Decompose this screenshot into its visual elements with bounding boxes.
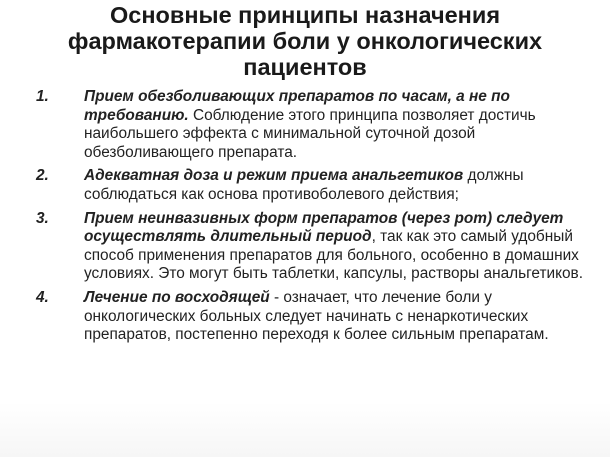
item-number: 1. [36, 88, 49, 105]
slide-title [30, 2, 580, 80]
item-emphasis: Лечение по восходящей [84, 288, 270, 306]
list-item [34, 210, 594, 284]
item-number: 4. [36, 288, 49, 306]
item-text: , так как это самый удобный способ применения препаратов для больного, особенно в домашних условиях. Это могут быть таблетки, капсулы, растворы анальгетиков. [84, 228, 584, 283]
item-emphasis: Прием обезболивающих препаратов по часам, а не по требованию. [84, 88, 510, 124]
title-line-3: пациентов [243, 54, 367, 80]
item-text: - означает, что лечение боли у онкологических больных следует начинать с ненаркотических препаратов, постепенно переходя к более сильным препаратам. [84, 288, 549, 344]
item-number: 2. [36, 167, 49, 185]
list-item [34, 289, 594, 345]
item-text: Соблюдение этого принципа позволяет достичь наибольшего эффекта с минимальной суточной дозой обезболивающего препарата. [84, 106, 536, 161]
title-line-2: фармакотерапии боли у онкологических [67, 28, 543, 54]
title-line-1: Основные принципы назначения [109, 2, 501, 28]
list-item [34, 167, 594, 204]
list-item [34, 88, 594, 162]
item-emphasis: Прием неинвазивных форм препаратов (через рот) следует осуществлять длительный период [84, 209, 564, 246]
item-number: 3. [36, 209, 49, 227]
principles-list [34, 88, 594, 345]
item-emphasis: Адекватная доза и режим приема анальгетиков [84, 167, 464, 185]
item-text: должны соблюдаться как основа противоболевого действия; [84, 167, 524, 203]
